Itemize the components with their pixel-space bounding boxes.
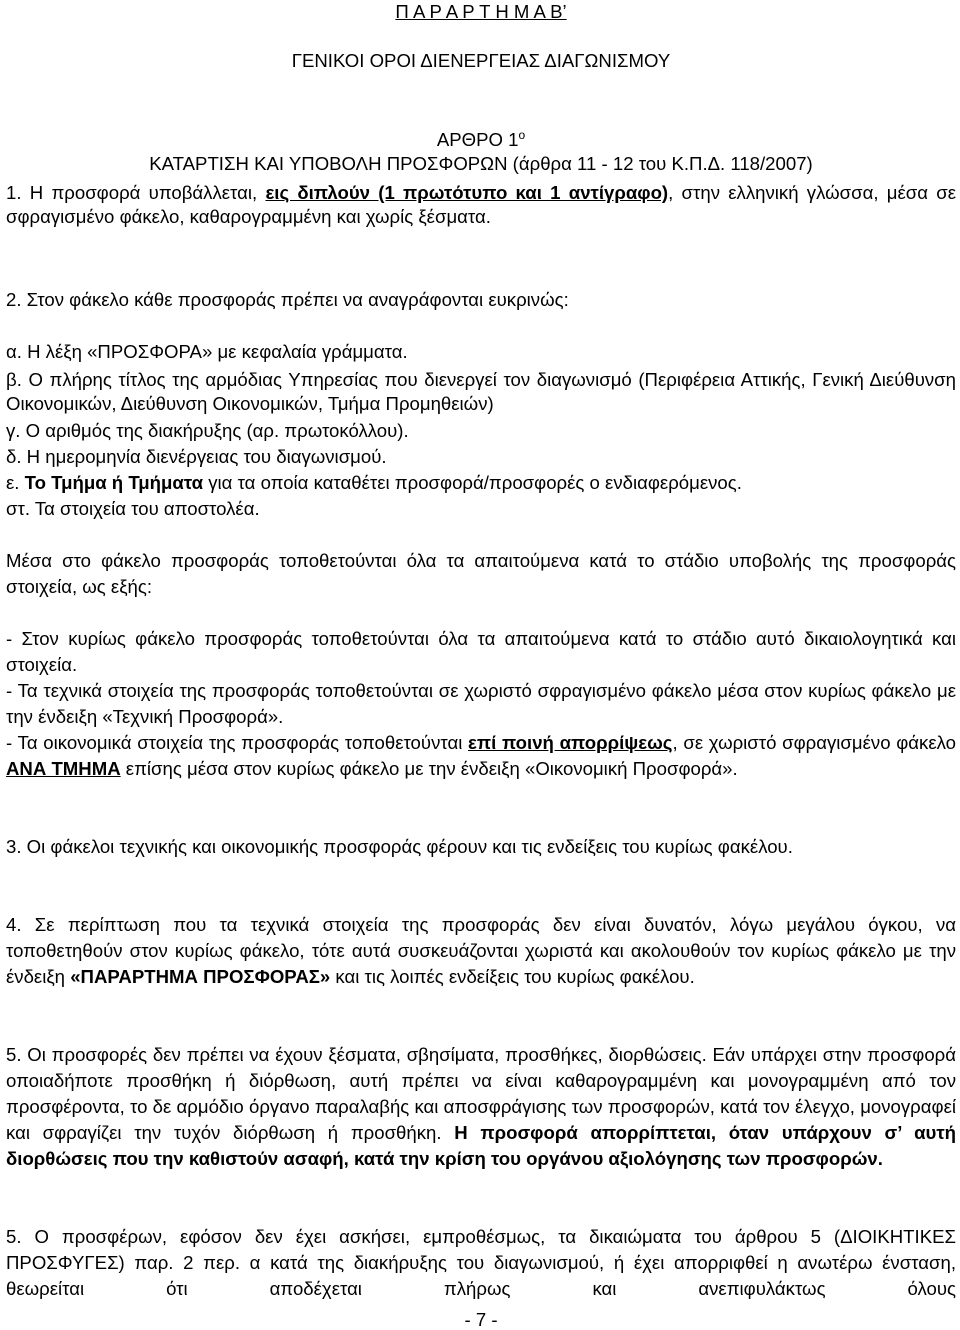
paragraph-1-text: 1. Η προσφορά υποβάλλεται,	[6, 182, 266, 203]
dash-item-3	[6, 730, 956, 782]
list-item-gamma: γ. Ο αριθμός της διακήρυξης (αρ. πρωτοκόλλου).	[6, 420, 409, 441]
paragraph-4-text-end: και τις λοιπές ενδείξεις του κυρίως φακέλου.	[330, 966, 695, 987]
dash-item-3-emphasis: επί ποινή απορρίψεως	[468, 732, 673, 753]
paragraph-4-text: 4. Σε περίπτωση που τα τεχνικά στοιχεία της προσφοράς δεν είναι δυνατόν, λόγω μεγάλου όγκου, να τοποθετηθούν στον κυρίως φάκελο, τότε αυτά συσκευάζονται χωριστά και ακολουθούν τον κυρίως φάκελο με την ένδειξη	[6, 914, 956, 987]
list-item-epsilon-text: για τα οποία καταθέτει προσφορά/προσφορές ο ενδιαφερόμενος.	[203, 472, 742, 493]
list-item-epsilon-label: ε.	[6, 472, 25, 493]
list-item-alpha: α. Η λέξη «ΠΡΟΣΦΟΡΑ» με κεφαλαία γράμματα.	[6, 341, 408, 362]
paragraph-1	[6, 181, 956, 229]
dash-item-3-emphasis-2: ΑΝΑ ΤΜΗΜΑ	[6, 758, 121, 779]
general-terms-heading: ΓΕΝΙΚΟΙ ΟΡΟΙ ΔΙΕΝΕΡΓΕΙΑΣ ΔΙΑΓΩΝΙΣΜΟΥ	[291, 50, 671, 71]
dash-item-3-text: - Τα οικονομικά στοιχεία της προσφοράς τοποθετούνται	[6, 732, 469, 753]
dash-item-1: - Στον κυρίως φάκελο προσφοράς τοποθετούνται όλα τα απαιτούμενα κατά το στάδιο αυτό δικαιολογητικά και στοιχεία.	[6, 628, 956, 675]
paragraph-inside: Μέσα στο φάκελο προσφοράς τοποθετούνται όλα τα απαιτούμενα κατά το στάδιο υποβολής της προσφοράς στοιχεία, ως εξής:	[6, 550, 956, 597]
paragraph-5b: 5. Ο προσφέρων, εφόσον δεν έχει ασκήσει, εμπροθέσμως, τα δικαιώματα του άρθρου 5 (ΔΙΟΙΚΗΤΙΚΕΣ ΠΡΟΣΦΥΓΕΣ) παρ. 2 περ. α κατά της διακήρυξης του διαγωνισμού, ή έχει απορριφθεί η ανωτέρω ένσταση, θεωρείται ότι αποδέχεται πλήρως και ανεπιφυλάκτως όλους	[6, 1226, 956, 1299]
page-number: - 7 -	[464, 1309, 498, 1330]
paragraph-5a-emphasis: Η προσφορά απορρίπτεται, όταν υπάρχουν σ’ αυτή διορθώσεις που την καθιστούν ασαφή, κατά την κρίση του οργάνου αξιολόγησης των προσφορών.	[6, 1122, 956, 1169]
article-ordinal: ο	[518, 128, 526, 142]
paragraph-3: 3. Οι φάκελοι τεχνικής και οικονομικής προσφοράς φέρουν και τις ενδείξεις του κυρίως φακέλου.	[6, 836, 793, 857]
list-item-beta: β. Ο πλήρης τίτλος της αρμόδιας Υπηρεσίας που διενεργεί τον διαγωνισμό (Περιφέρεια Αττικής, Γενική Διεύθυνση Οικονομικών, Διεύθυνση Οικονομικών, Τμήμα Προμηθειών)	[6, 369, 956, 414]
article-subtitle: ΚΑΤΑΡΤΙΣΗ ΚΑΙ ΥΠΟΒΟΛΗ ΠΡΟΣΦΟΡΩΝ (άρθρα 11 - 12 του Κ.Π.Δ. 118/2007)	[149, 153, 813, 174]
annex-title: Π Α Ρ Α Ρ Τ Η Μ Α Β’	[395, 1, 567, 22]
list-item-epsilon	[6, 471, 956, 494]
article-heading	[6, 128, 956, 152]
list-item-st: στ. Τα στοιχεία του αποστολέα.	[6, 498, 260, 519]
dash-item-3-text-end: επίσης μέσα στον κυρίως φάκελο με την ένδειξη «Οικονομική Προσφορά».	[120, 758, 738, 779]
paragraph-2: 2. Στον φάκελο κάθε προσφοράς πρέπει να αναγράφονται ευκρινώς:	[6, 289, 569, 310]
paragraph-4	[6, 912, 956, 990]
list-item-epsilon-emphasis: Το Τμήμα ή Τμήματα	[24, 472, 204, 493]
dash-item-2: - Τα τεχνικά στοιχεία της προσφοράς τοποθετούνται σε χωριστό σφραγισμένο φάκελο μέσα στον κυρίως φάκελο με την ένδειξη «Τεχνική Προσφορά».	[6, 680, 956, 727]
article-number: ΑΡΘΡΟ 1	[436, 129, 519, 150]
dash-item-3-text-mid: , σε χωριστό σφραγισμένο φάκελο	[672, 732, 956, 753]
paragraph-5a	[6, 1042, 956, 1172]
paragraph-5a-text: 5. Οι προσφορές δεν πρέπει να έχουν ξέσματα, σβησίματα, προσθήκες, διορθώσεις. Εάν υπάρχει στην προσφορά οποιαδήποτε προσθήκη ή διόρθωση, αυτή πρέπει να είναι καθαρογραμμένη και μονογραμμένη από τον προσφέροντα, το δε αρμόδιο όργανο παραλαβής και αποσφράγισης των προσφορών, κατά τον έλεγχο, μονογραφεί και σφραγίζει την τυχόν διόρθωση ή προσθήκη.	[6, 1044, 956, 1143]
paragraph-1-emphasis: εις διπλούν (1 πρωτότυπο και 1 αντίγραφο)	[265, 182, 669, 203]
paragraph-1-text-end: , στην ελληνική γλώσσα, μέσα σε σφραγισμένο φάκελο, καθαρογραμμένη και χωρίς ξέσματα.	[6, 182, 957, 227]
paragraph-4-emphasis: «ΠΑΡΑΡΤΗΜΑ ΠΡΟΣΦΟΡΑΣ»	[70, 966, 331, 987]
list-item-delta: δ. Η ημερομηνία διενέργειας του διαγωνισμού.	[6, 446, 387, 467]
